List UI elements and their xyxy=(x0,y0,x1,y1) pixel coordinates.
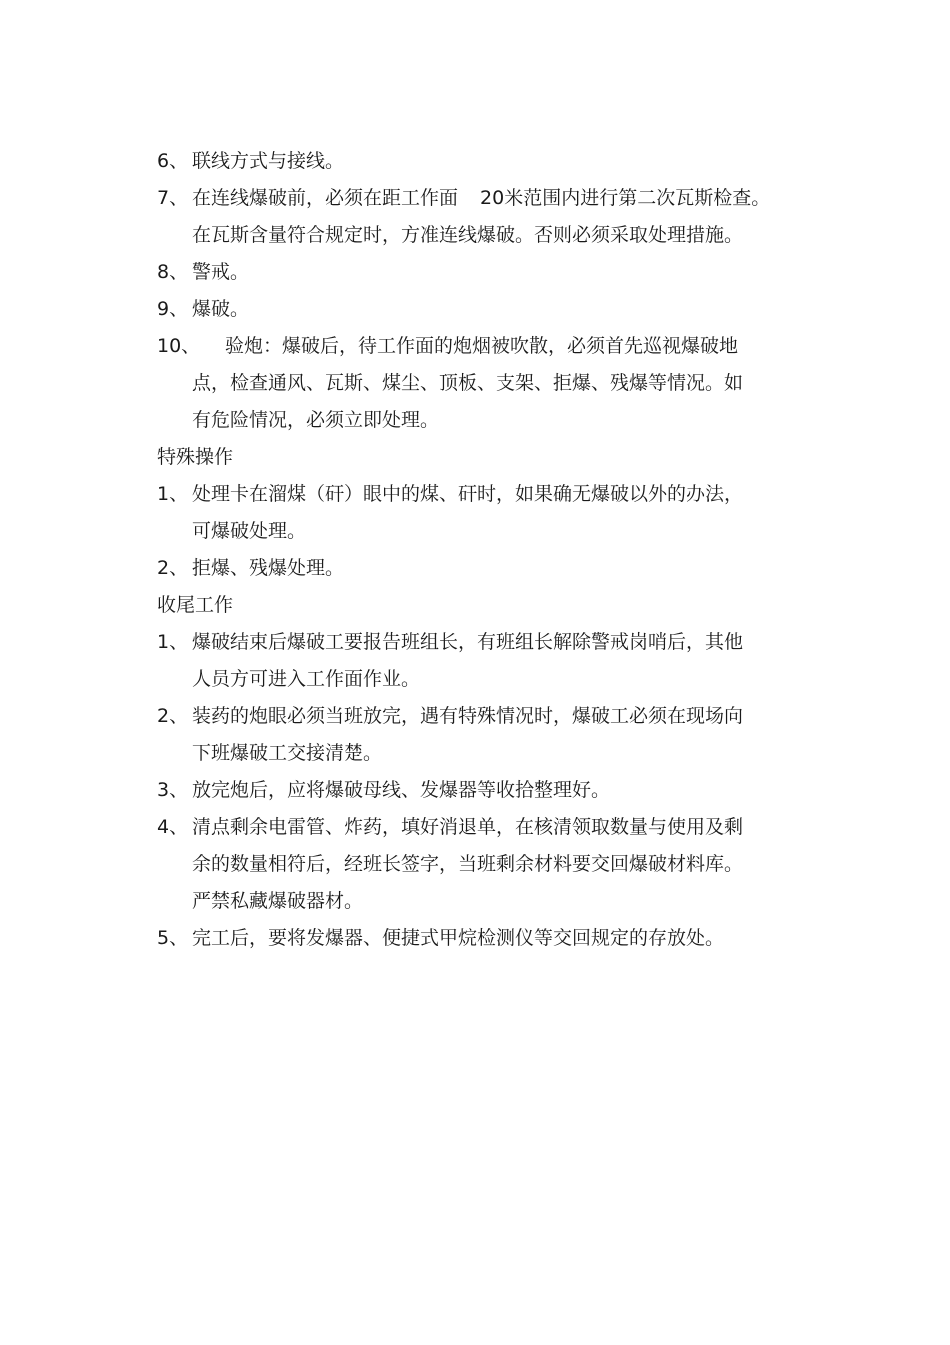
list-item xyxy=(157,291,837,328)
item-number: 5、 xyxy=(157,927,189,949)
item-number: 9、 xyxy=(157,298,189,320)
item-text-part: 在连线爆破前，必须在距工作面 xyxy=(192,187,459,209)
item-text: 验炮：爆破后，待工作面的炮烟被吹散，必须首先巡视爆破地 xyxy=(225,335,739,357)
item-number: 6、 xyxy=(157,150,189,172)
item-text: 在瓦斯含量符合规定时，方准连线爆破。否则必须采取处理措施。 xyxy=(192,224,744,246)
list-item xyxy=(157,624,837,661)
list-item-continuation xyxy=(157,513,837,550)
item-text-part: 20米范围内进行第二次瓦斯检查。 xyxy=(480,187,771,209)
list-item-continuation xyxy=(157,735,837,772)
list-item-continuation xyxy=(157,365,837,439)
list-item-continuation xyxy=(157,217,837,254)
item-text: 装药的炮眼必须当班放完，遇有特殊情况时，爆破工必须在现场向 xyxy=(192,705,744,727)
list-item xyxy=(157,698,837,735)
item-number: 7、 xyxy=(157,187,189,209)
list-item-continuation xyxy=(157,846,837,920)
item-text: 联线方式与接线。 xyxy=(192,150,345,172)
section-heading-special: 特殊操作 xyxy=(157,446,234,468)
document-body xyxy=(157,143,837,957)
item-text: 余的数量相符后，经班长签字，当班剩余材料要交回爆破材料库。 严禁私藏爆破器材。 xyxy=(192,853,744,912)
section-heading-end: 收尾工作 xyxy=(157,594,234,616)
item-text: 下班爆破工交接清楚。 xyxy=(192,742,383,764)
item-number: 10、 xyxy=(157,335,201,357)
item-text: 爆破结束后爆破工要报告班组长，有班组长解除警戒岗哨后，其他 xyxy=(192,631,744,653)
list-item xyxy=(157,772,837,809)
item-text: 点，检查通风、瓦斯、煤尘、顶板、支架、拒爆、残爆等情况。如 有危险情况，必须立即处理。 xyxy=(192,372,744,431)
item-number: 1、 xyxy=(157,631,189,653)
item-number: 2、 xyxy=(157,557,189,579)
item-number: 4、 xyxy=(157,816,189,838)
list-item xyxy=(157,180,837,217)
item-text: 人员方可进入工作面作业。 xyxy=(192,668,421,690)
list-item xyxy=(157,143,837,180)
list-item xyxy=(157,254,837,291)
item-text: 放完炮后，应将爆破母线、发爆器等收拾整理好。 xyxy=(192,779,611,801)
list-item xyxy=(157,809,837,846)
item-text: 完工后，要将发爆器、便捷式甲烷检测仪等交回规定的存放处。 xyxy=(192,927,725,949)
item-number: 3、 xyxy=(157,779,189,801)
list-item xyxy=(157,476,837,513)
item-text: 拒爆、残爆处理。 xyxy=(192,557,345,579)
item-text xyxy=(192,180,837,217)
item-number: 2、 xyxy=(157,705,189,727)
list-item xyxy=(157,328,837,365)
list-item xyxy=(157,920,837,957)
item-text: 爆破。 xyxy=(192,298,250,320)
item-text: 处理卡在溜煤（矸）眼中的煤、矸时，如果确无爆破以外的办法， xyxy=(192,483,744,505)
list-item xyxy=(157,550,837,587)
item-text: 警戒。 xyxy=(192,261,250,283)
item-number: 1、 xyxy=(157,483,189,505)
item-number: 8、 xyxy=(157,261,189,283)
list-item-continuation xyxy=(157,661,837,698)
item-text: 可爆破处理。 xyxy=(192,520,307,542)
item-text: 清点剩余电雷管、炸药，填好消退单，在核清领取数量与使用及剩 xyxy=(192,816,744,838)
